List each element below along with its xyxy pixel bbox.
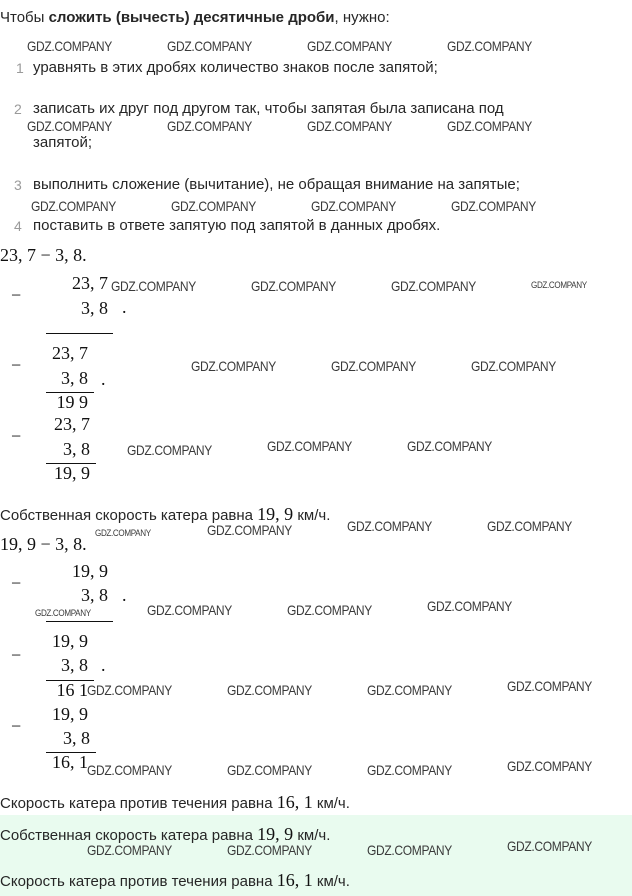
- watermark: GDZ.COMPANY: [427, 598, 512, 614]
- dot: .: [122, 585, 127, 605]
- watermark: GDZ.COMPANY: [287, 602, 372, 618]
- watermark: GDZ.COMPANY: [447, 38, 532, 54]
- subtrahend: 3, 8: [61, 655, 88, 675]
- watermark: GDZ.COMPANY: [127, 442, 212, 458]
- subtrahend: 3, 8: [63, 439, 90, 459]
- watermark: GDZ.COMPANY: [367, 762, 452, 778]
- intro-text: Чтобы сложить (вычесть) десятичные дроби, нужно:: [0, 9, 390, 26]
- watermark: GDZ.COMPANY: [227, 682, 312, 698]
- watermark: GDZ.COMPANY: [87, 842, 172, 858]
- rule-number: 4: [14, 218, 22, 234]
- watermark: GDZ.COMPANY: [367, 682, 452, 698]
- rule-text: выполнить сложение (вычитание), не обращая внимание на запятые;: [33, 176, 520, 193]
- watermark: GDZ.COMPANY: [167, 38, 252, 54]
- watermark: GDZ.COMPANY: [311, 198, 396, 214]
- watermark: GDZ.COMPANY: [227, 842, 312, 858]
- watermark: GDZ.COMPANY: [95, 528, 151, 538]
- watermark: GDZ.COMPANY: [507, 678, 592, 694]
- partial-result: 16 1: [56, 680, 88, 700]
- minus-sign: −: [11, 285, 22, 305]
- answer-upstream-speed: Скорость катера против течения равна 16, 1 км/ч.: [0, 870, 350, 890]
- watermark: GDZ.COMPANY: [347, 518, 432, 534]
- watermark: GDZ.COMPANY: [207, 522, 292, 538]
- minus-sign: −: [11, 716, 22, 736]
- watermark: GDZ.COMPANY: [27, 118, 112, 134]
- answer-own-speed: Собственная скорость катера равна 19, 9 км/ч.: [0, 824, 331, 844]
- rule-text: поставить в ответе запятую под запятой в данных дробях.: [33, 217, 441, 234]
- watermark: GDZ.COMPANY: [307, 38, 392, 54]
- watermark: GDZ.COMPANY: [331, 358, 416, 374]
- watermark: GDZ.COMPANY: [487, 518, 572, 534]
- subtrahend: 3, 8: [61, 368, 88, 388]
- minuend: 23, 7: [54, 414, 90, 434]
- dot: .: [101, 369, 106, 389]
- watermark: GDZ.COMPANY: [451, 198, 536, 214]
- result: 19, 9: [54, 463, 90, 483]
- watermark: GDZ.COMPANY: [87, 682, 172, 698]
- dot: .: [101, 655, 106, 675]
- watermark: GDZ.COMPANY: [507, 838, 592, 854]
- minus-sign: −: [11, 573, 22, 593]
- minus-sign: −: [11, 426, 22, 446]
- watermark: GDZ.COMPANY: [27, 38, 112, 54]
- rule-text: записать их друг под другом так, чтобы запятая была записана под: [33, 100, 504, 117]
- partial-result: 19 9: [56, 392, 88, 412]
- minuend: 23, 7: [52, 343, 88, 363]
- minuend: 19, 9: [72, 561, 108, 581]
- subtrahend: 3, 8: [81, 585, 108, 605]
- watermark: GDZ.COMPANY: [167, 118, 252, 134]
- watermark: GDZ.COMPANY: [507, 758, 592, 774]
- expression: 19, 9 − 3, 8.: [0, 534, 87, 554]
- watermark: GDZ.COMPANY: [307, 118, 392, 134]
- watermark: GDZ.COMPANY: [367, 842, 452, 858]
- watermark: GDZ.COMPANY: [111, 278, 196, 294]
- rule-number: 3: [14, 177, 22, 193]
- subtrahend: 3, 8: [81, 298, 108, 318]
- subtrahend: 3, 8: [63, 728, 90, 748]
- result: 16, 1: [52, 752, 88, 772]
- watermark: GDZ.COMPANY: [227, 762, 312, 778]
- conclusion-own-speed: Собственная скорость катера равна 19, 9 км/ч.: [0, 504, 331, 524]
- watermark: GDZ.COMPANY: [391, 278, 476, 294]
- rule-number: 1: [16, 60, 24, 76]
- minus-sign: −: [11, 355, 22, 375]
- watermark: GDZ.COMPANY: [35, 608, 91, 618]
- rule-number: 2: [14, 101, 22, 117]
- watermark: GDZ.COMPANY: [407, 438, 492, 454]
- watermark: GDZ.COMPANY: [471, 358, 556, 374]
- watermark: GDZ.COMPANY: [171, 198, 256, 214]
- watermark: GDZ.COMPANY: [531, 280, 587, 290]
- watermark: GDZ.COMPANY: [191, 358, 276, 374]
- watermark: GDZ.COMPANY: [251, 278, 336, 294]
- watermark: GDZ.COMPANY: [447, 118, 532, 134]
- column-line: [46, 333, 113, 334]
- minuend: 23, 7: [72, 273, 108, 293]
- expression: 23, 7 − 3, 8.: [0, 245, 87, 265]
- minus-sign: −: [11, 645, 22, 665]
- watermark: GDZ.COMPANY: [267, 438, 352, 454]
- dot: .: [122, 297, 127, 317]
- rule-text: запятой;: [33, 134, 93, 151]
- minuend: 19, 9: [52, 631, 88, 651]
- minuend: 19, 9: [52, 704, 88, 724]
- column-line: [46, 621, 113, 622]
- watermark: GDZ.COMPANY: [87, 762, 172, 778]
- watermark: GDZ.COMPANY: [31, 198, 116, 214]
- rule-text: уравнять в этих дробях количество знаков после запятой;: [33, 59, 438, 76]
- conclusion-upstream-speed: Скорость катера против течения равна 16, 1 км/ч.: [0, 792, 350, 812]
- watermark: GDZ.COMPANY: [147, 602, 232, 618]
